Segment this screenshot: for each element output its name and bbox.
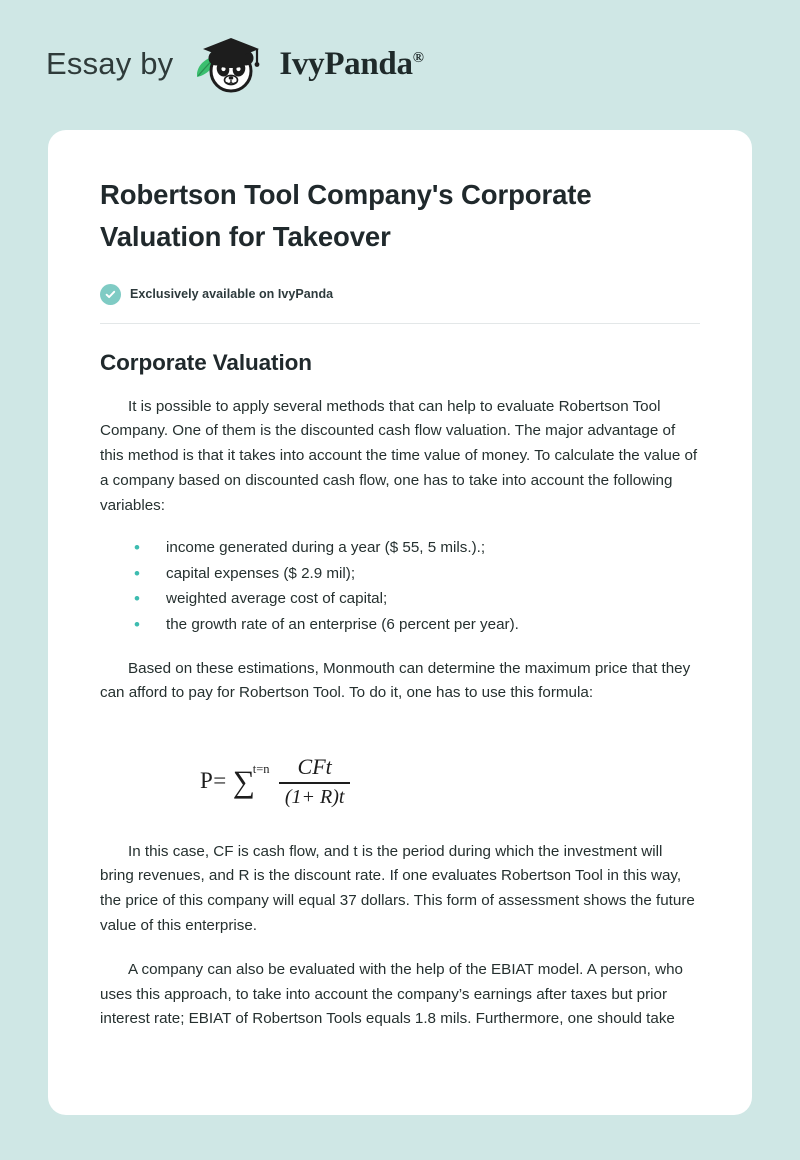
- document-card: [48, 130, 752, 1115]
- summation-symbol: ∑ t=n: [232, 761, 270, 799]
- ivypanda-logo[interactable]: [187, 33, 423, 95]
- formula-numerator: CFt: [297, 754, 332, 780]
- list-item: • income generated during a year ($ 55, 5 mils.).;: [134, 535, 700, 561]
- check-circle-icon: [100, 284, 121, 305]
- paragraph-3: In this case, CF is cash flow, and t is the period during which the investment will bring revenues, and R is the discount rate. If one evaluates Robertson Tool in this way, the price of this company will equal 37 dollars. This form of assessment shows the future value of this enterprise.: [100, 842, 695, 934]
- registered-mark: ®: [412, 49, 424, 66]
- list-item: • capital expenses ($ 2.9 mil);: [134, 561, 700, 587]
- list-item: • the growth rate of an enterprise (6 percent per year).: [134, 612, 700, 638]
- paragraph-4: A company can also be evaluated with the help of the EBIAT model. A person, who uses this approach, to take into account the company’s earnings after taxes but prior interest rate; EBIAT of Robertson Tools equals 1.8 mils. Furthermore, one should take: [100, 960, 683, 1028]
- paragraph-1: It is possible to apply several methods that can help to evaluate Robertson Tool Company. One of them is the discounted cash flow valuation. The major advantage of this method is that it takes into account the time value of money. To calculate the value of a company based on discounted cash flow, one has to take into account the following variables:: [100, 397, 698, 514]
- page-title: Robertson Tool Company's Corporate Valuation for Takeover: [100, 179, 592, 252]
- section-heading: Corporate Valuation: [100, 349, 312, 375]
- brand-name: IvyPanda®: [279, 45, 424, 82]
- formula-image: [74, 740, 726, 821]
- list-item: • weighted average cost of capital;: [134, 586, 700, 612]
- brand-header: [0, 0, 800, 90]
- exclusive-badge: [100, 284, 726, 305]
- exclusive-label: Exclusively available on IvyPanda: [130, 287, 334, 302]
- summation-limit: t=n: [252, 761, 270, 776]
- essay-by-label: Essay by: [46, 46, 174, 81]
- variables-list: [100, 535, 700, 637]
- panda-graduate-icon: [187, 33, 273, 95]
- formula-fraction: [279, 754, 351, 809]
- formula-lhs: P=: [200, 768, 227, 794]
- header-divider: [100, 323, 700, 324]
- formula-denominator: (1+ R)t: [284, 785, 345, 808]
- paragraph-2: Based on these estimations, Monmouth can determine the maximum price that they can afford to pay for Robertson Tool. To do it, one has to use this formula:: [100, 659, 691, 702]
